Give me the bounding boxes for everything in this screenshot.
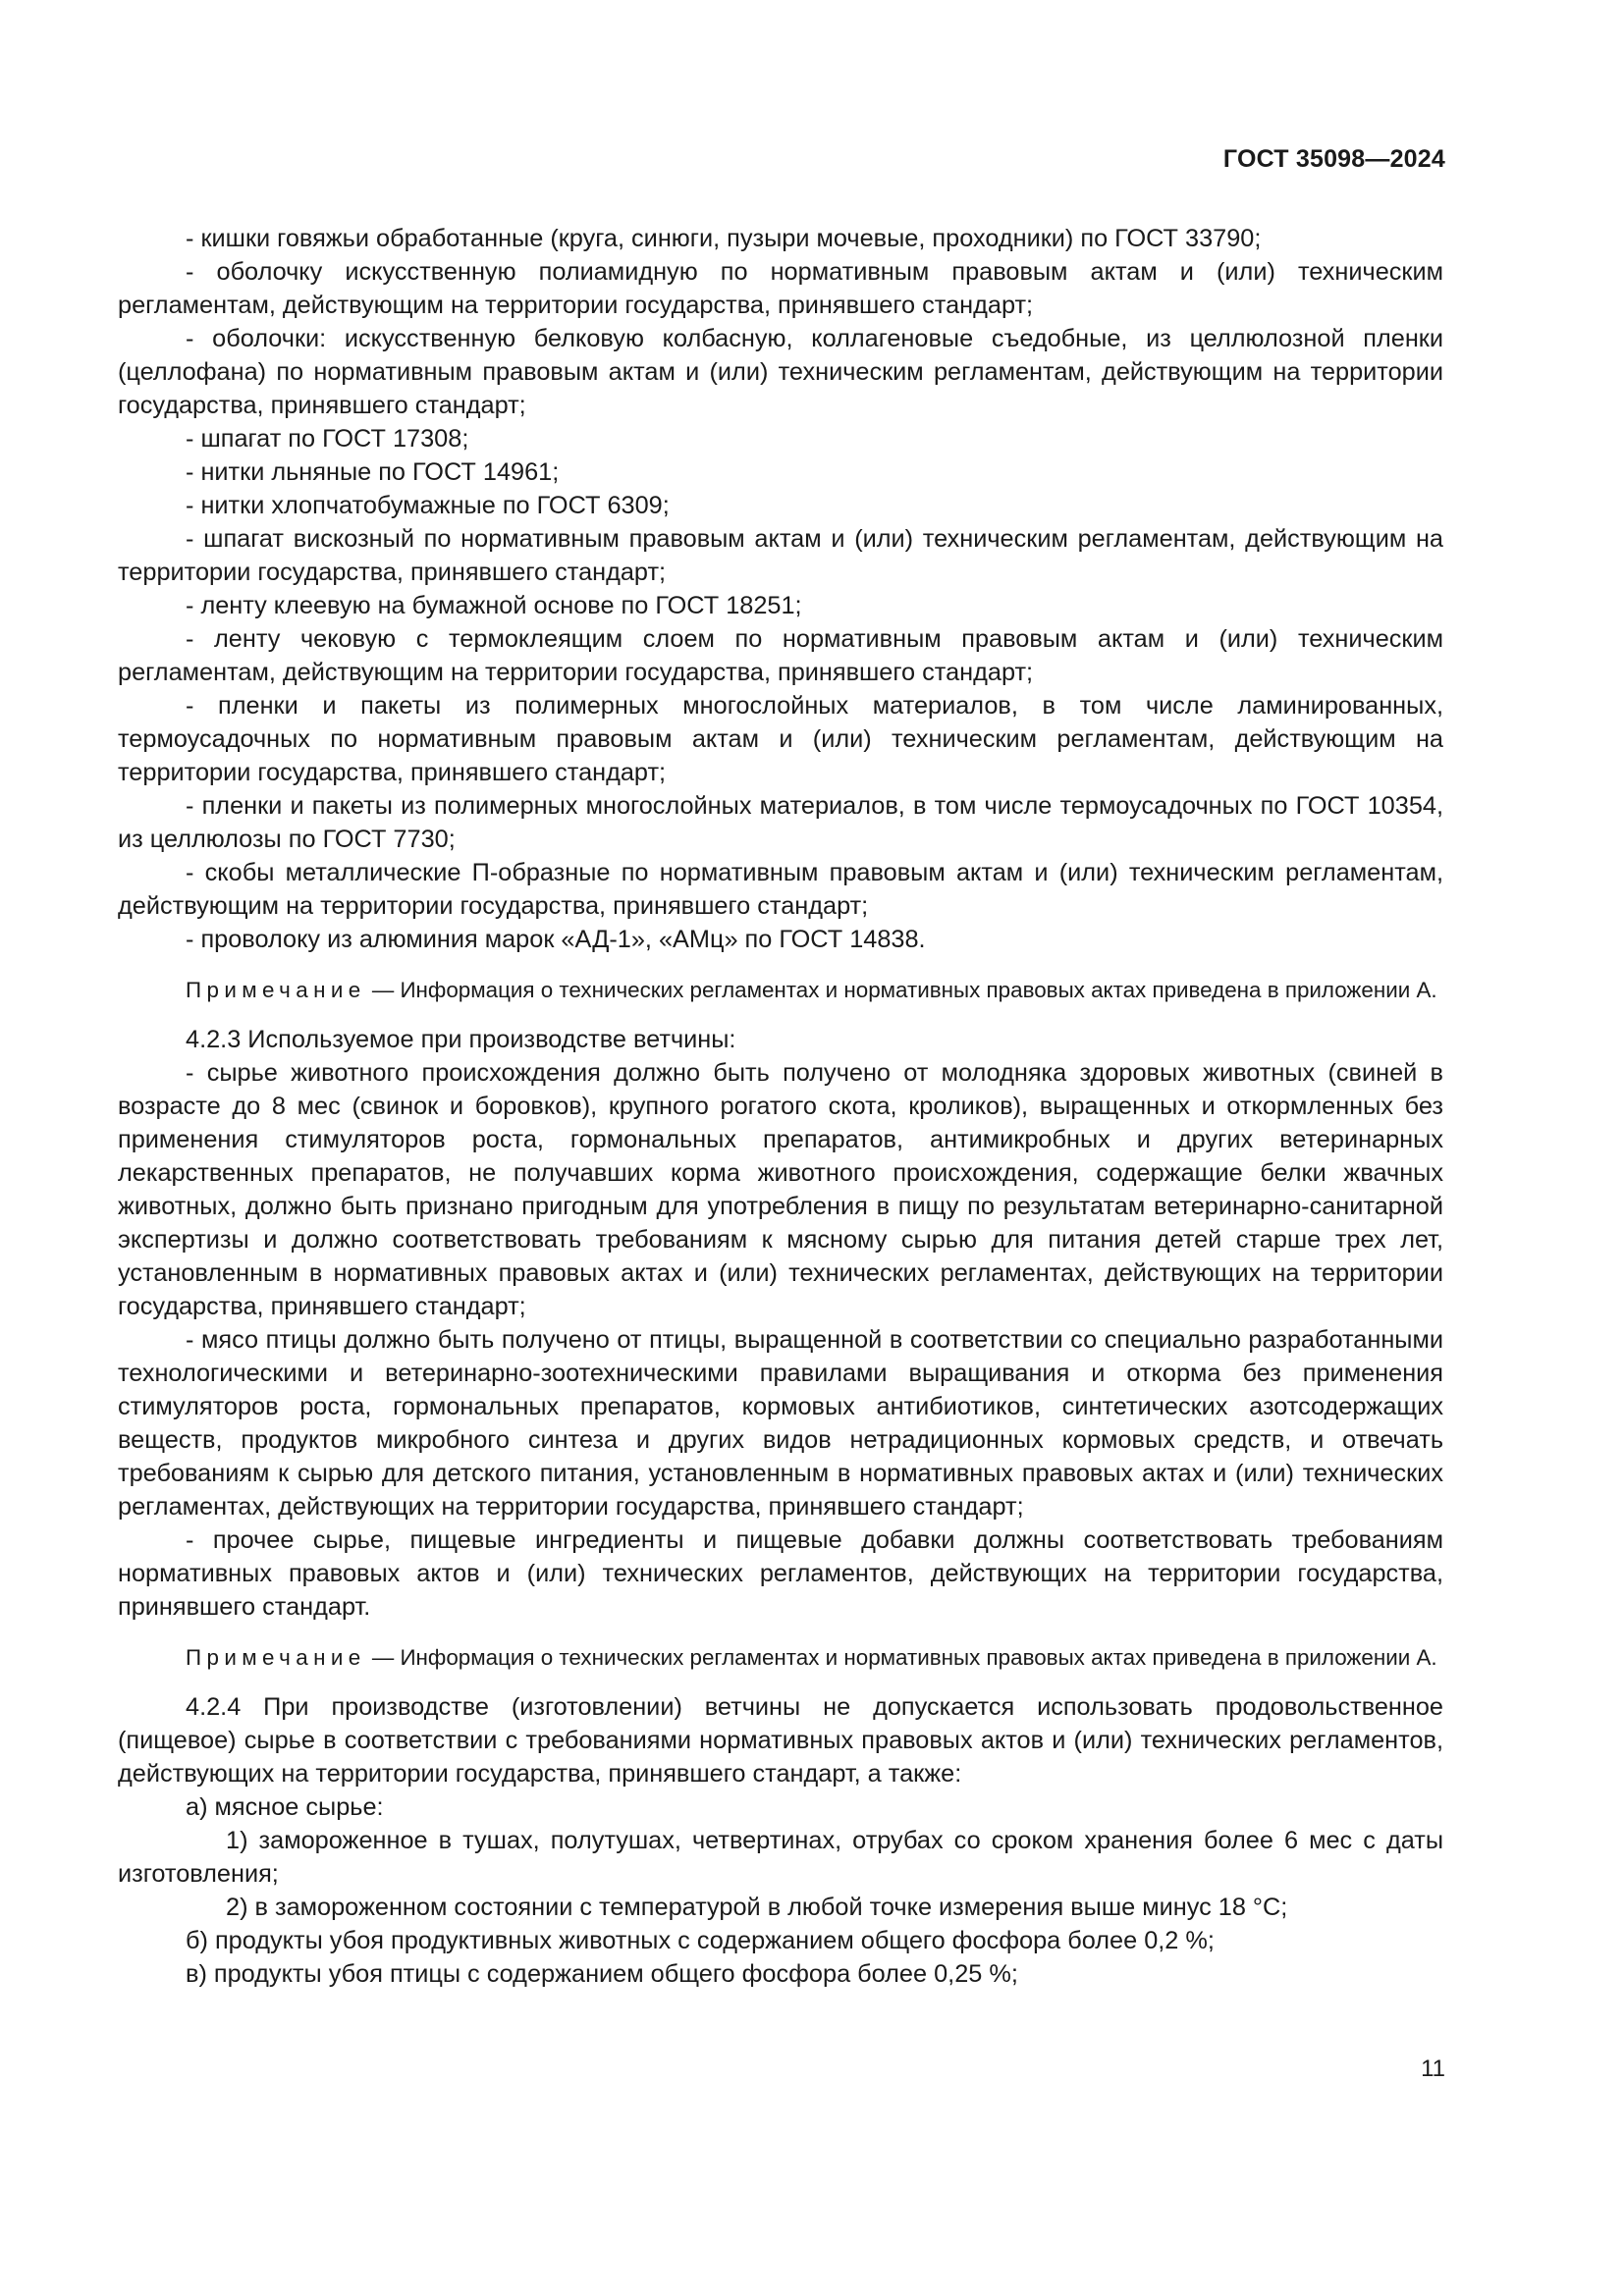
list-item: - пленки и пакеты из полимерных многослойных материалов, в том числе термоусадочных по ГОСТ 10354, из целлюлозы по ГОСТ 7730; (118, 792, 1443, 853)
list-item: - пленки и пакеты из полимерных многослойных материалов, в том числе ламинированных, термоусадочных по нормативным правовым актам и (или) техническим регламентам, действующим на территории государства, принявшего стандарт; (118, 692, 1443, 786)
list-item: - оболочки: искусственную белковую колбасную, коллагеновые съедобные, из целлюлозной пленки (целлофана) по нормативным правовым актам и (или) техническим регламентам, действующим на территории государства, принявшего стандарт; (118, 325, 1443, 419)
list-item: - шпагат по ГОСТ 17308; (186, 425, 469, 453)
list-item: - скобы металлические П-образные по нормативным правовым актам и (или) техническим регламентам, действующим на территории государства, принявшего стандарт; (118, 859, 1443, 920)
list-item: - сырье животного происхождения должно быть получено от молодняка здоровых животных (свиней в возрасте до 8 мес (свинок и боровков), крупного рогатого скота, кроликов), выращенных и откормленных без применения стимуляторов роста, гормональных препаратов, антимикробных и других ветеринарных лекарственных препаратов, не получавших корма животного происхождения, содержащие белки жвачных животных, должно быть признано пригодным для употребления в пищу по результатам ветеринарно-санитарной экспертизы и должно соответствовать требованиям к мясному сырью для питания детей старше трех лет, установленным в нормативных правовых актах и (или) технических регламентах, действующих на территории государства, принявшего стандарт; (118, 1059, 1443, 1320)
list-item: - ленту чековую с термоклеящим слоем по нормативным правовым актам и (или) техническим регламентам, действующим на территории государства, принявшего стандарт; (118, 625, 1443, 686)
list-item: - прочее сырье, пищевые ингредиенты и пищевые добавки должны соответствовать требованиям нормативных правовых актов и (или) технических регламентов, действующих на территории государства, принявшего стандарт. (118, 1526, 1443, 1621)
list-item: б) продукты убоя продуктивных животных с содержанием общего фосфора более 0,2 %; (186, 1927, 1215, 1954)
packaging-materials-list (118, 222, 1443, 956)
list-item: - проволоку из алюминия марок «АД-1», «АМц» по ГОСТ 14838. (186, 926, 926, 953)
list-item: - оболочку искусственную полиамидную по нормативным правовым актам и (или) техническим регламентам, действующим на территории государства, принявшего стандарт; (118, 258, 1443, 319)
page-number: 11 (1421, 2056, 1445, 2082)
note-text: — Информация о технических регламентах и нормативных правовых актах приведена в приложении А. (365, 1645, 1437, 1670)
page-content (118, 222, 1443, 1991)
list-item: в) продукты убоя птицы с содержанием общего фосфора более 0,25 %; (186, 1960, 1018, 1988)
clause-4-2-3 (118, 1023, 1443, 1624)
list-item: - кишки говяжьи обработанные (круга, синюги, пузыри мочевые, проходники) по ГОСТ 33790; (186, 225, 1262, 252)
note-label: Примечание (186, 1645, 366, 1670)
clause-4-2-4 (118, 1690, 1443, 1991)
standard-code-header: ГОСТ 35098—2024 (1222, 145, 1445, 173)
sub-list-item: 2) в замороженном состоянии с температурой в любой точке измерения выше минус 18 °С; (226, 1894, 1288, 1921)
clause-heading: 4.2.3 Используемое при производстве ветчины: (186, 1026, 736, 1053)
list-item: - нитки хлопчатобумажные по ГОСТ 6309; (186, 492, 670, 519)
clause-intro: 4.2.4 При производстве (изготовлении) ветчины не допускается использовать продовольственное (пищевое) сырье в соответствии с требованиями нормативных правовых актов и (или) технических регламентов, действующих на территории государства, принявшего стандарт, а также: (118, 1693, 1443, 1788)
note-label: Примечание (186, 978, 366, 1002)
list-item: - ленту клеевую на бумажной основе по ГОСТ 18251; (186, 592, 802, 619)
note-text: — Информация о технических регламентах и нормативных правовых актах приведена в приложении А. (365, 978, 1437, 1002)
list-item: а) мясное сырье: (186, 1793, 384, 1821)
list-item: - мясо птицы должно быть получено от птицы, выращенной в соответствии со специально разработанными технологическими и ветеринарно-зоотехническими правилами выращивания и откорма без применения стимуляторов роста, гормональных препаратов, кормовых антибиотиков, синтетических азотсодержащих веществ, продуктов микробного синтеза и других видов нетрадиционных кормовых средств, и отвечать требованиям к сырью для детского питания, установленным в нормативных правовых актах и (или) технических регламентах, действующих на территории государства, принявшего стандарт; (118, 1326, 1443, 1521)
list-item: - шпагат вискозный по нормативным правовым актам и (или) техническим регламентам, действующим на территории государства, принявшего стандарт; (118, 525, 1443, 586)
list-item: - нитки льняные по ГОСТ 14961; (186, 458, 560, 486)
sub-list-item: 1) замороженное в тушах, полутушах, четвертинах, отрубах со сроком хранения более 6 мес с даты изготовления; (118, 1827, 1443, 1888)
note-2 (118, 1642, 1443, 1673)
note-1 (118, 975, 1443, 1005)
